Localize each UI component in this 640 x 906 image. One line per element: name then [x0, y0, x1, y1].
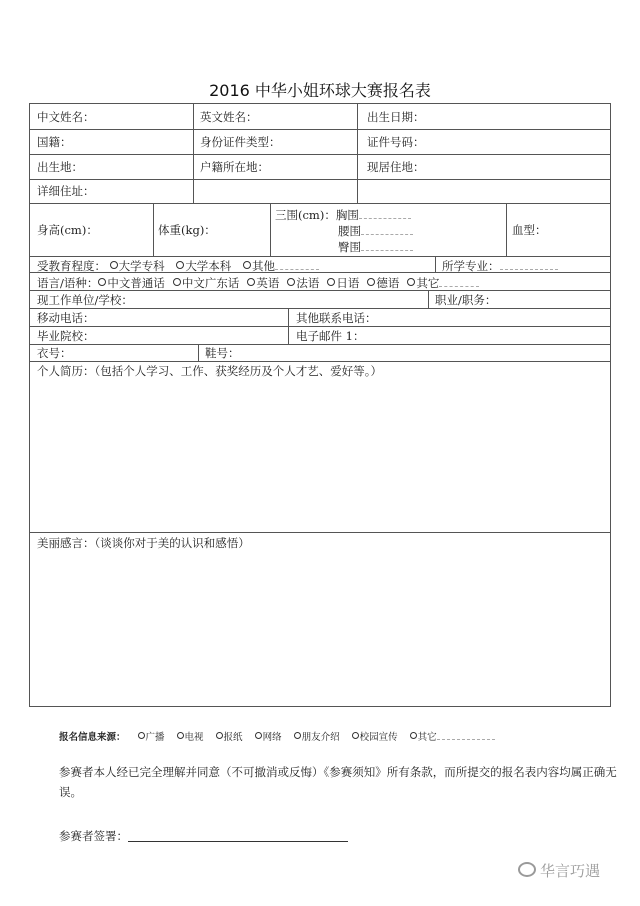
source-option-internet[interactable]: 网络 [255, 732, 282, 743]
source-option-other[interactable]: 其它 [410, 732, 495, 743]
shoe-size-label: 鞋号： [205, 346, 240, 360]
id-number-label: 证件号码： [367, 135, 425, 149]
radio-circle-icon [410, 732, 417, 739]
watermark-text: 华言巧遇 [540, 862, 601, 880]
source-option-campus[interactable]: 校园宣传 [352, 732, 398, 743]
household-label: 户籍所在地： [200, 160, 269, 174]
waist-blank[interactable] [361, 223, 413, 235]
source-option-newspaper[interactable]: 报纸 [216, 732, 243, 743]
radio-circle-icon [176, 261, 184, 269]
mobile-label: 移动电话： [37, 311, 95, 325]
blood-type-label: 血型： [512, 223, 547, 237]
radio-circle-icon [294, 732, 301, 739]
registration-form [29, 103, 611, 707]
weight-label: 体重(kg)： [158, 223, 216, 237]
email-label: 电子邮件 1： [296, 329, 365, 343]
education-option-college[interactable]: 大学专科 [110, 259, 165, 273]
signature-row [59, 828, 348, 844]
radio-circle-icon [367, 278, 375, 286]
education-option-other[interactable]: 其他 [243, 259, 319, 273]
education-option-bachelor[interactable]: 大学本科 [176, 259, 231, 273]
language-row: 语言/语种： 中文普通话 中文广东话 英语 法语 日语 德语 其它 [37, 275, 487, 290]
radio-circle-icon [98, 278, 106, 286]
bust-label: 胸围 [335, 208, 359, 222]
major-blank[interactable] [500, 258, 558, 270]
nationality-label: 国籍： [37, 135, 72, 149]
radio-circle-icon [287, 278, 295, 286]
id-type-label: 身份证件类型： [200, 135, 281, 149]
birthplace-label: 出生地： [37, 160, 83, 174]
beauty-statement-hint: （谈谈你对于美的认识和感悟） [94, 536, 250, 550]
radio-circle-icon [243, 261, 251, 269]
chinese-name-label: 中文姓名： [37, 110, 95, 124]
radio-circle-icon [138, 732, 145, 739]
radio-circle-icon [216, 732, 223, 739]
hip-label: 臀围 [338, 239, 413, 254]
resume-hint: （包括个人学习、工作、获奖经历及个人才艺、爱好等。） [94, 364, 382, 378]
radio-circle-icon [247, 278, 255, 286]
clothing-size-label: 衣号： [37, 346, 72, 360]
radio-circle-icon [352, 732, 359, 739]
source-option-friend[interactable]: 朋友介绍 [294, 732, 340, 743]
watermark [518, 860, 600, 881]
residence-label: 现居住地： [367, 160, 425, 174]
radio-circle-icon [407, 278, 415, 286]
hip-blank[interactable] [361, 239, 413, 251]
language-option-french[interactable]: 法语 [287, 276, 319, 290]
english-name-label: 英文姓名： [200, 110, 258, 124]
language-option-japanese[interactable]: 日语 [327, 276, 359, 290]
source-option-radio[interactable]: 广播 [138, 732, 165, 743]
address-label: 详细住址： [37, 184, 95, 198]
declaration-text: 参赛者本人经已完全理解并同意（不可撤消或反悔）《参赛须知》所有条款，而所提交的报名表内容均属正确无误。 [59, 765, 617, 799]
bust-blank[interactable] [359, 207, 411, 219]
height-label: 身高(cm)： [37, 223, 98, 237]
info-source-label: 报名信息来源： [59, 732, 126, 743]
employer-label: 现工作单位/学校： [37, 293, 133, 307]
wechat-icon [518, 862, 536, 877]
radio-circle-icon [327, 278, 335, 286]
language-option-cantonese[interactable]: 中文广东话 [173, 276, 240, 290]
language-option-german[interactable]: 德语 [367, 276, 399, 290]
language-option-english[interactable]: 英语 [247, 276, 279, 290]
info-source-row [59, 728, 507, 743]
language-option-other[interactable]: 其它 [407, 276, 479, 290]
major-label: 所学专业： [442, 258, 558, 273]
other-phone-label: 其他联系电话： [296, 311, 377, 325]
education-row: 受教育程度： 大学专科 大学本科 其他 [37, 258, 327, 273]
language-option-mandarin[interactable]: 中文普通话 [98, 276, 165, 290]
waist-label: 腰围 [338, 223, 413, 238]
birth-date-label: 出生日期： [367, 110, 425, 124]
source-option-tv[interactable]: 电视 [177, 732, 204, 743]
resume-label: 个人简历：（包括个人学习、工作、获奖经历及个人才艺、爱好等。） [37, 364, 382, 378]
radio-circle-icon [173, 278, 181, 286]
radio-circle-icon [110, 261, 118, 269]
radio-circle-icon [255, 732, 262, 739]
form-title: 2016 中华小姐环球大赛报名表 [209, 81, 431, 100]
school-label: 毕业院校： [37, 329, 95, 343]
signature-line[interactable] [128, 829, 348, 842]
measurements-label: 三围(cm)：胸围 [275, 207, 411, 222]
signature-label: 参赛者签署： [59, 829, 128, 843]
occupation-label: 职业/职务： [435, 293, 497, 307]
radio-circle-icon [177, 732, 184, 739]
beauty-statement-label: 美丽感言：（谈谈你对于美的认识和感悟） [37, 536, 250, 550]
